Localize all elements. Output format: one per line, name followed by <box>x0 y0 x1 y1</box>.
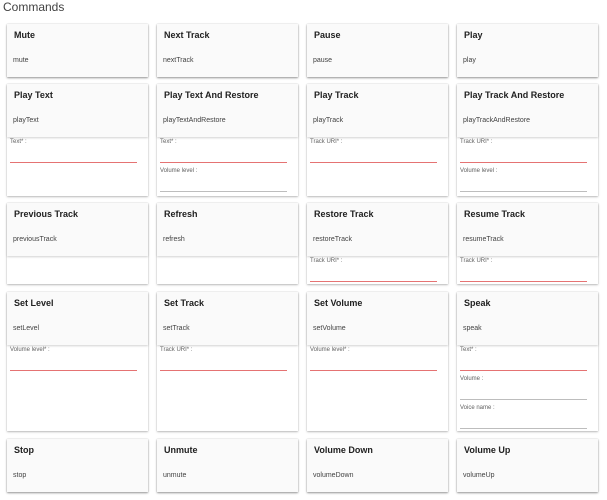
field-underline <box>160 162 287 163</box>
command-title: Mute <box>14 30 35 40</box>
field-input[interactable] <box>310 145 437 159</box>
command-card-pause <box>307 24 448 77</box>
set-track-field <box>160 347 287 371</box>
field-underline <box>460 428 587 429</box>
play-button[interactable] <box>457 24 598 77</box>
command-card-volume-up <box>457 439 598 492</box>
command-title: Next Track <box>164 30 210 40</box>
command-card-refresh <box>157 203 298 284</box>
command-id: volumeDown <box>313 472 354 479</box>
command-title: Volume Down <box>314 445 373 455</box>
field-underline <box>10 162 137 163</box>
command-card-mute <box>7 24 148 77</box>
command-title: Play Track <box>314 90 359 100</box>
field-underline <box>460 191 587 192</box>
command-card-set-track <box>157 292 298 431</box>
command-card-play-text-and-restore <box>157 84 298 196</box>
play-track-button[interactable] <box>307 84 448 137</box>
field-input[interactable] <box>310 264 437 278</box>
command-card-set-volume <box>307 292 448 431</box>
speak-field <box>460 376 587 400</box>
field-input[interactable] <box>310 353 437 367</box>
set-volume-button[interactable] <box>307 292 448 345</box>
command-id: setVolume <box>313 325 346 332</box>
command-id: playText <box>13 117 39 124</box>
field-input[interactable] <box>10 145 137 159</box>
play-track-field <box>310 139 437 163</box>
field-label: Track URI* : <box>310 139 343 145</box>
field-underline <box>460 399 587 400</box>
command-card-play <box>457 24 598 77</box>
field-input[interactable] <box>10 353 137 367</box>
command-title: Set Volume <box>314 298 363 308</box>
field-label: Track URI* : <box>460 139 493 145</box>
field-input[interactable] <box>160 174 287 188</box>
field-label: Track URI* : <box>460 258 493 264</box>
speak-button[interactable] <box>457 292 598 345</box>
play-track-and-restore-field <box>460 168 587 192</box>
field-underline <box>460 370 587 371</box>
field-underline <box>310 281 437 282</box>
command-title: Set Track <box>164 298 205 308</box>
command-id: volumeUp <box>463 472 495 479</box>
field-label: Text* : <box>460 347 477 353</box>
command-title: Pause <box>314 30 341 40</box>
play-text-button[interactable] <box>7 84 148 137</box>
field-label: Volume level* : <box>310 347 350 353</box>
command-title: Previous Track <box>14 209 79 219</box>
play-track-and-restore-button[interactable] <box>457 84 598 137</box>
command-id: playTrack <box>313 117 344 124</box>
volume-up-button[interactable] <box>457 439 598 492</box>
command-id: previousTrack <box>13 236 57 243</box>
command-id: mute <box>13 57 29 64</box>
field-input[interactable] <box>460 174 587 188</box>
command-card-resume-track <box>457 203 598 284</box>
command-id: play <box>463 57 476 64</box>
command-card-play-track-and-restore <box>457 84 598 196</box>
command-id: pause <box>313 57 333 64</box>
play-text-and-restore-button[interactable] <box>157 84 298 137</box>
set-level-field <box>10 347 137 371</box>
command-id: stop <box>13 472 27 479</box>
field-label: Volume level : <box>460 168 498 174</box>
command-card-play-text <box>7 84 148 196</box>
command-id: restoreTrack <box>313 236 353 243</box>
command-id: resumeTrack <box>463 236 504 243</box>
play-text-field <box>10 139 137 163</box>
set-track-button[interactable] <box>157 292 298 345</box>
command-card-set-level <box>7 292 148 431</box>
command-title: Play Track And Restore <box>464 90 565 100</box>
field-input[interactable] <box>160 353 287 367</box>
command-card-restore-track <box>307 203 448 284</box>
command-title: Stop <box>14 445 34 455</box>
set-volume-field <box>310 347 437 371</box>
command-id: speak <box>463 325 482 332</box>
command-card-previous-track <box>7 203 148 284</box>
resume-track-field <box>460 258 587 282</box>
speak-field <box>460 347 587 371</box>
set-level-button[interactable] <box>7 292 148 345</box>
command-title: Volume Up <box>464 445 511 455</box>
field-input[interactable] <box>460 411 587 425</box>
command-title: Play <box>464 30 483 40</box>
mute-button[interactable] <box>7 24 148 77</box>
next-track-button[interactable] <box>157 24 298 77</box>
field-label: Voice name : <box>460 405 495 411</box>
field-input[interactable] <box>460 382 587 396</box>
field-underline <box>310 162 437 163</box>
previous-track-button[interactable] <box>7 203 148 256</box>
command-title: Set Level <box>14 298 54 308</box>
command-id: refresh <box>163 236 185 243</box>
field-label: Text* : <box>10 139 27 145</box>
pause-button[interactable] <box>307 24 448 77</box>
refresh-button[interactable] <box>157 203 298 256</box>
play-track-and-restore-field <box>460 139 587 163</box>
field-underline <box>160 191 287 192</box>
command-id: unmute <box>163 472 187 479</box>
unmute-button[interactable] <box>157 439 298 492</box>
command-title: Unmute <box>164 445 198 455</box>
field-underline <box>460 162 587 163</box>
page-title: Commands <box>3 0 65 14</box>
field-label: Text* : <box>160 139 177 145</box>
field-underline <box>160 370 287 371</box>
command-id: playTextAndRestore <box>163 117 226 124</box>
command-card-stop <box>7 439 148 492</box>
command-card-play-track <box>307 84 448 196</box>
command-card-speak <box>457 292 598 431</box>
command-title: Refresh <box>164 209 198 219</box>
command-id: nextTrack <box>163 57 194 64</box>
command-card-volume-down <box>307 439 448 492</box>
field-input[interactable] <box>460 353 587 367</box>
command-id: setTrack <box>163 325 190 332</box>
field-label: Volume level : <box>160 168 198 174</box>
speak-field <box>460 405 587 429</box>
command-id: playTrackAndRestore <box>463 117 531 124</box>
field-label: Volume : <box>460 376 484 382</box>
command-title: Play Text <box>14 90 53 100</box>
play-text-and-restore-field <box>160 139 287 163</box>
field-input[interactable] <box>460 264 587 278</box>
field-input[interactable] <box>460 145 587 159</box>
command-title: Resume Track <box>464 209 526 219</box>
field-input[interactable] <box>160 145 287 159</box>
restore-track-field <box>310 258 437 282</box>
command-card-next-track <box>157 24 298 77</box>
command-title: Restore Track <box>314 209 374 219</box>
command-title: Play Text And Restore <box>164 90 259 100</box>
command-card-unmute <box>157 439 298 492</box>
field-label: Track URI* : <box>310 258 343 264</box>
field-label: Volume level* : <box>10 347 50 353</box>
field-label: Track URI* : <box>160 347 193 353</box>
field-underline <box>460 281 587 282</box>
field-underline <box>310 370 437 371</box>
resume-track-button[interactable] <box>457 203 598 256</box>
command-title: Speak <box>464 298 491 308</box>
stop-button[interactable] <box>7 439 148 492</box>
command-id: setLevel <box>13 325 40 332</box>
volume-down-button[interactable] <box>307 439 448 492</box>
restore-track-button[interactable] <box>307 203 448 256</box>
field-underline <box>10 370 137 371</box>
play-text-and-restore-field <box>160 168 287 192</box>
